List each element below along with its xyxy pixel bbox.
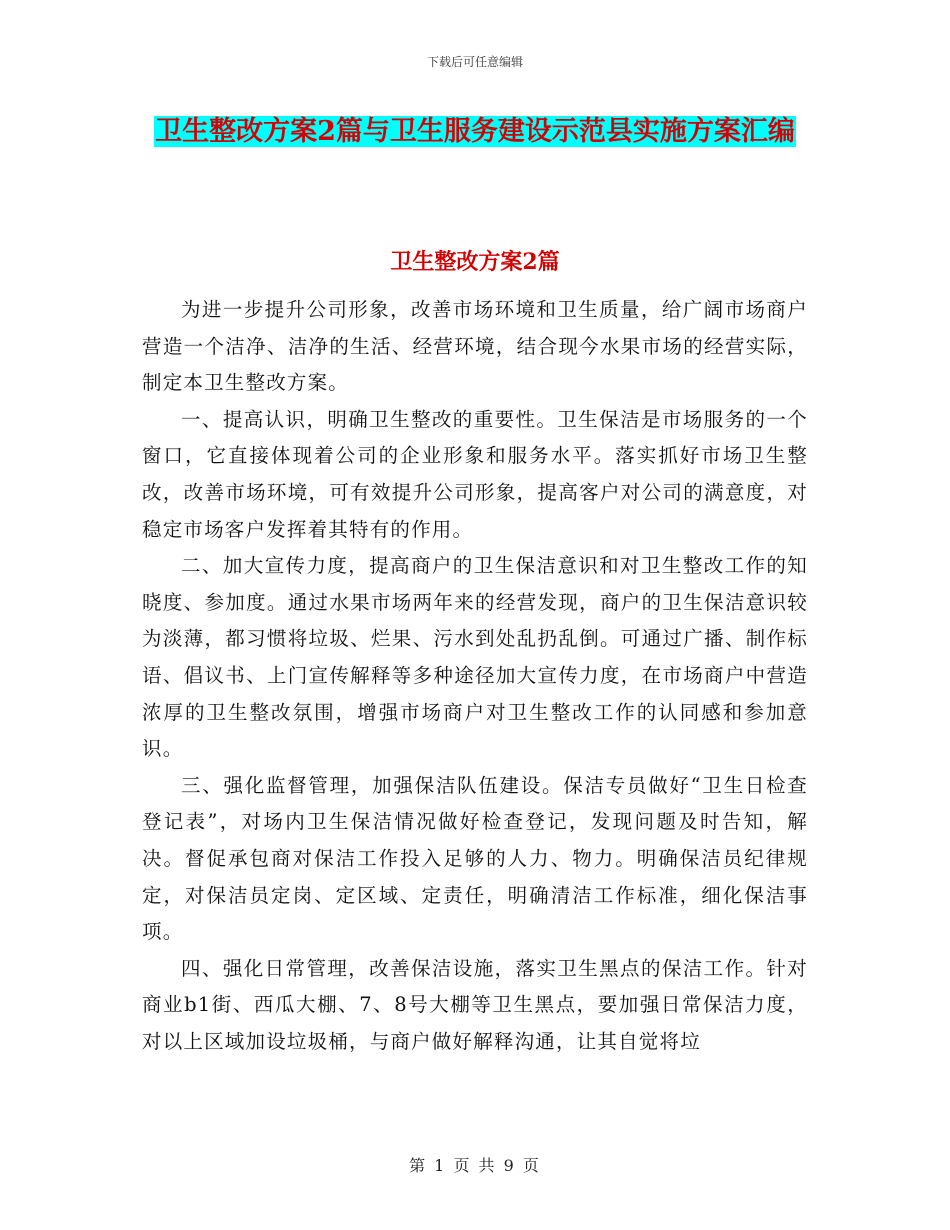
document-title xyxy=(142,110,808,154)
page-number: 第 1 页 共 9 页 xyxy=(409,1156,541,1175)
document-title-text: 卫生整改方案2篇与卫生服务建设示范县实施方案汇编 xyxy=(155,116,795,147)
document-body xyxy=(142,292,808,1060)
paragraph-1: 一、提高认识，明确卫生整改的重要性。卫生保洁是市场服务的一个窗口，它直接体现着公司的企业形象和服务水平。落实抓好市场卫生整改，改善市场环境，可有效提升公司形象，提高客户对公司的满意度，对稳定市场客户发挥着其特有的作用。 xyxy=(142,407,808,541)
header-note: 下载后可任意编辑 xyxy=(426,55,523,69)
paragraph-intro: 为进一步提升公司形象，改善市场环境和卫生质量，给广阔市场商户营造一个洁净、洁净的生活、经营环境，结合现今水果市场的经营实际，制定本卫生整改方案。 xyxy=(142,298,808,395)
paragraph-3: 三、强化监督管理，加强保洁队伍建设。保洁专员做好“卫生日检查登记表”，对场内卫生保洁情况做好检查登记，发现问题及时告知，解决。督促承包商对保洁工作投入足够的人力、物力。明确保洁员纪律规定，对保洁员定岗、定区域、定责任，明确清洁工作标准，细化保洁事项。 xyxy=(142,773,808,944)
section-title: 卫生整改方案2篇 xyxy=(390,249,560,275)
paragraph-4: 四、强化日常管理，改善保洁设施，落实卫生黑点的保洁工作。针对商业b1街、西瓜大棚、7、8号大棚等卫生黑点，要加强日常保洁力度，对以上区域加设垃圾桶，与商户做好解释沟通，让其自觉将垃 xyxy=(142,956,808,1053)
paragraph-2: 二、加大宣传力度，提高商户的卫生保洁意识和对卫生整改工作的知晓度、参加度。通过水果市场两年来的经营发现，商户的卫生保洁意识较为淡薄，都习惯将垃圾、烂果、污水到处乱扔乱倒。可通过广播、制作标语、倡议书、上门宣传解释等多种途径加大宣传力度，在市场商户中营造浓厚的卫生整改氛围，增强市场商户对卫生整改工作的认同感和参加意识。 xyxy=(142,554,808,761)
